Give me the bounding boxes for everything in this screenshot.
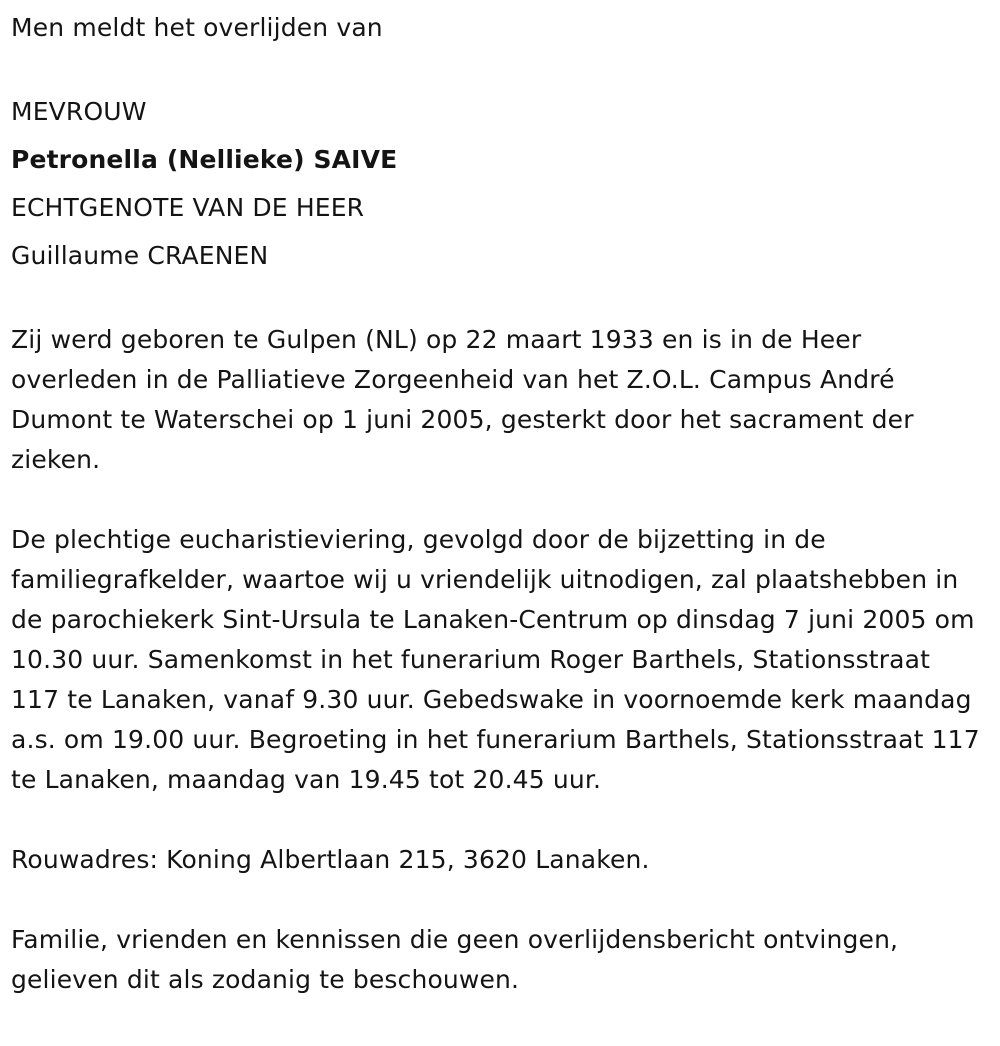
birth-death-paragraph: Zij werd geboren te Gulpen (NL) op 22 maart 1933 en is in de Heer overleden in de Palliatieve Zorgeenheid van het Z.O.L. Campus André Dumont te Waterschei op 1 juni 2005, gesterkt door het sacrament der zieken. (11, 325, 914, 474)
ceremony-paragraph: De plechtige eucharistieviering, gevolgd door de bijzetting in de familiegrafkelder, waartoe wij u vriendelijk uitnodigen, zal plaatshebben in de parochiekerk Sint-Ursula te Lanaken-Centrum op dinsdag 7 juni 2005 om 10.30 uur. Samenkomst in het funerarium Roger Barthels, Stationsstraat 117 te Lanaken, vanaf 9.30 uur. Gebedswake in voornoemde kerk maandag a.s. om 19.00 uur. Begroeting in het funerarium Barthels, Stationsstraat 117 te Lanaken, maandag van 19.45 tot 20.45 uur. (11, 525, 980, 794)
mourning-address: Rouwadres: Koning Albertlaan 215, 3620 Lanaken. (11, 845, 650, 874)
spacer (11, 48, 986, 88)
death-notice (11, 8, 986, 1000)
spacer (11, 480, 986, 520)
spacer (11, 280, 986, 320)
intro-line: Men meldt het overlijden van (11, 13, 383, 42)
spacer (11, 880, 986, 920)
deceased-title: MEVROUW (11, 97, 147, 126)
deceased-name: Petronella (Nellieke) SAIVE (11, 145, 398, 174)
closing-paragraph: Familie, vrienden en kennissen die geen overlijdensbericht ontvingen, gelieven dit als zodanig te beschouwen. (11, 925, 899, 994)
spouse-label: ECHTGENOTE VAN DE HEER (11, 193, 365, 222)
spacer (11, 800, 986, 840)
spouse-name: Guillaume CRAENEN (11, 241, 269, 270)
